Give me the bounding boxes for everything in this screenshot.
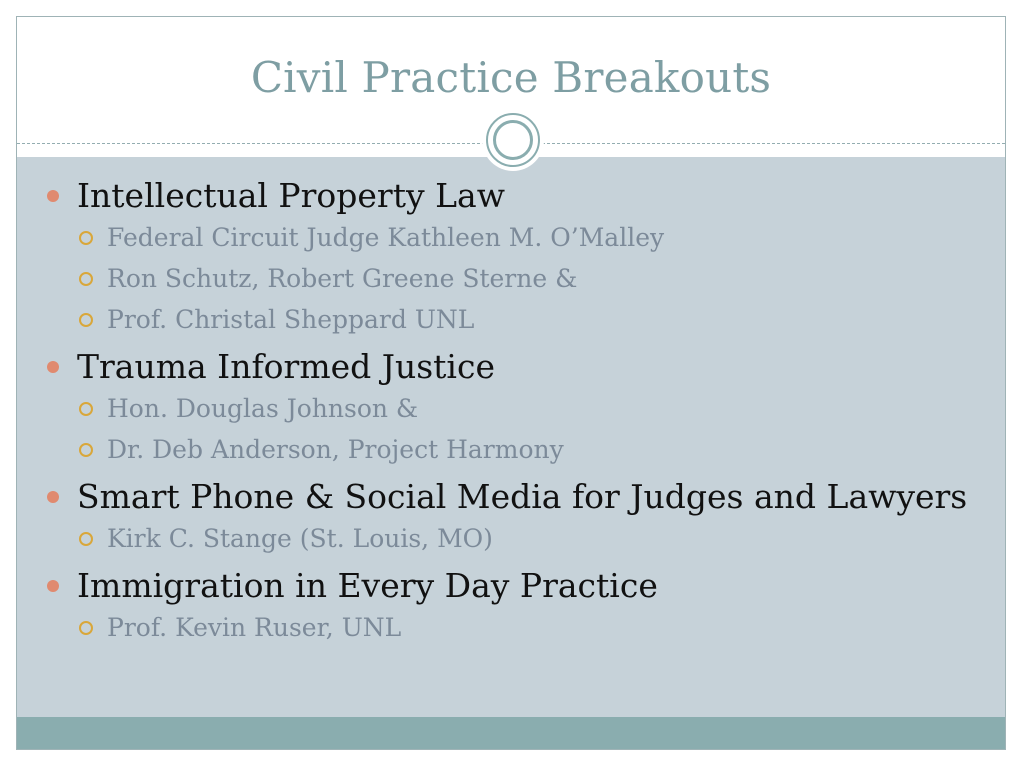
list-item	[17, 217, 1005, 258]
ring-bullet-icon	[79, 443, 93, 457]
list-item	[17, 429, 1005, 470]
section-heading-text: Immigration in Every Day Practice	[77, 566, 658, 605]
list-item-text: Prof. Kevin Ruser, UNL	[107, 613, 402, 642]
list-item-text: Kirk C. Stange (St. Louis, MO)	[107, 524, 493, 553]
footer-bar	[17, 717, 1005, 750]
section-heading	[17, 476, 1005, 518]
list-item	[17, 258, 1005, 299]
circle-ornament-inner	[493, 120, 533, 160]
slide-title: Civil Practice Breakouts	[250, 53, 772, 102]
ring-bullet-icon	[79, 621, 93, 635]
round-bullet-icon	[47, 190, 59, 202]
round-bullet-icon	[47, 491, 59, 503]
slide-frame	[16, 16, 1006, 750]
ring-bullet-icon	[79, 231, 93, 245]
list-item-text: Prof. Christal Sheppard UNL	[107, 305, 475, 334]
ring-bullet-icon	[79, 532, 93, 546]
list-item	[17, 518, 1005, 559]
list-item-text: Hon. Douglas Johnson &	[107, 394, 419, 423]
ring-bullet-icon	[79, 313, 93, 327]
list-item	[17, 299, 1005, 340]
list-item	[17, 388, 1005, 429]
section-heading-text: Smart Phone & Social Media for Judges and Lawyers	[77, 477, 968, 516]
ring-bullet-icon	[79, 272, 93, 286]
section-heading	[17, 565, 1005, 607]
round-bullet-icon	[47, 361, 59, 373]
list-item-text: Dr. Deb Anderson, Project Harmony	[107, 435, 564, 464]
round-bullet-icon	[47, 580, 59, 592]
list-item-text: Federal Circuit Judge Kathleen M. O’Malley	[107, 223, 665, 252]
section-heading	[17, 346, 1005, 388]
section-heading-text: Trauma Informed Justice	[77, 347, 495, 386]
section-heading-text: Intellectual Property Law	[77, 176, 505, 215]
bullet-list	[17, 175, 1005, 648]
list-item-text: Ron Schutz, Robert Greene Sterne &	[107, 264, 578, 293]
circle-ornament-icon	[486, 113, 540, 167]
section-heading	[17, 175, 1005, 217]
list-item	[17, 607, 1005, 648]
ring-bullet-icon	[79, 402, 93, 416]
